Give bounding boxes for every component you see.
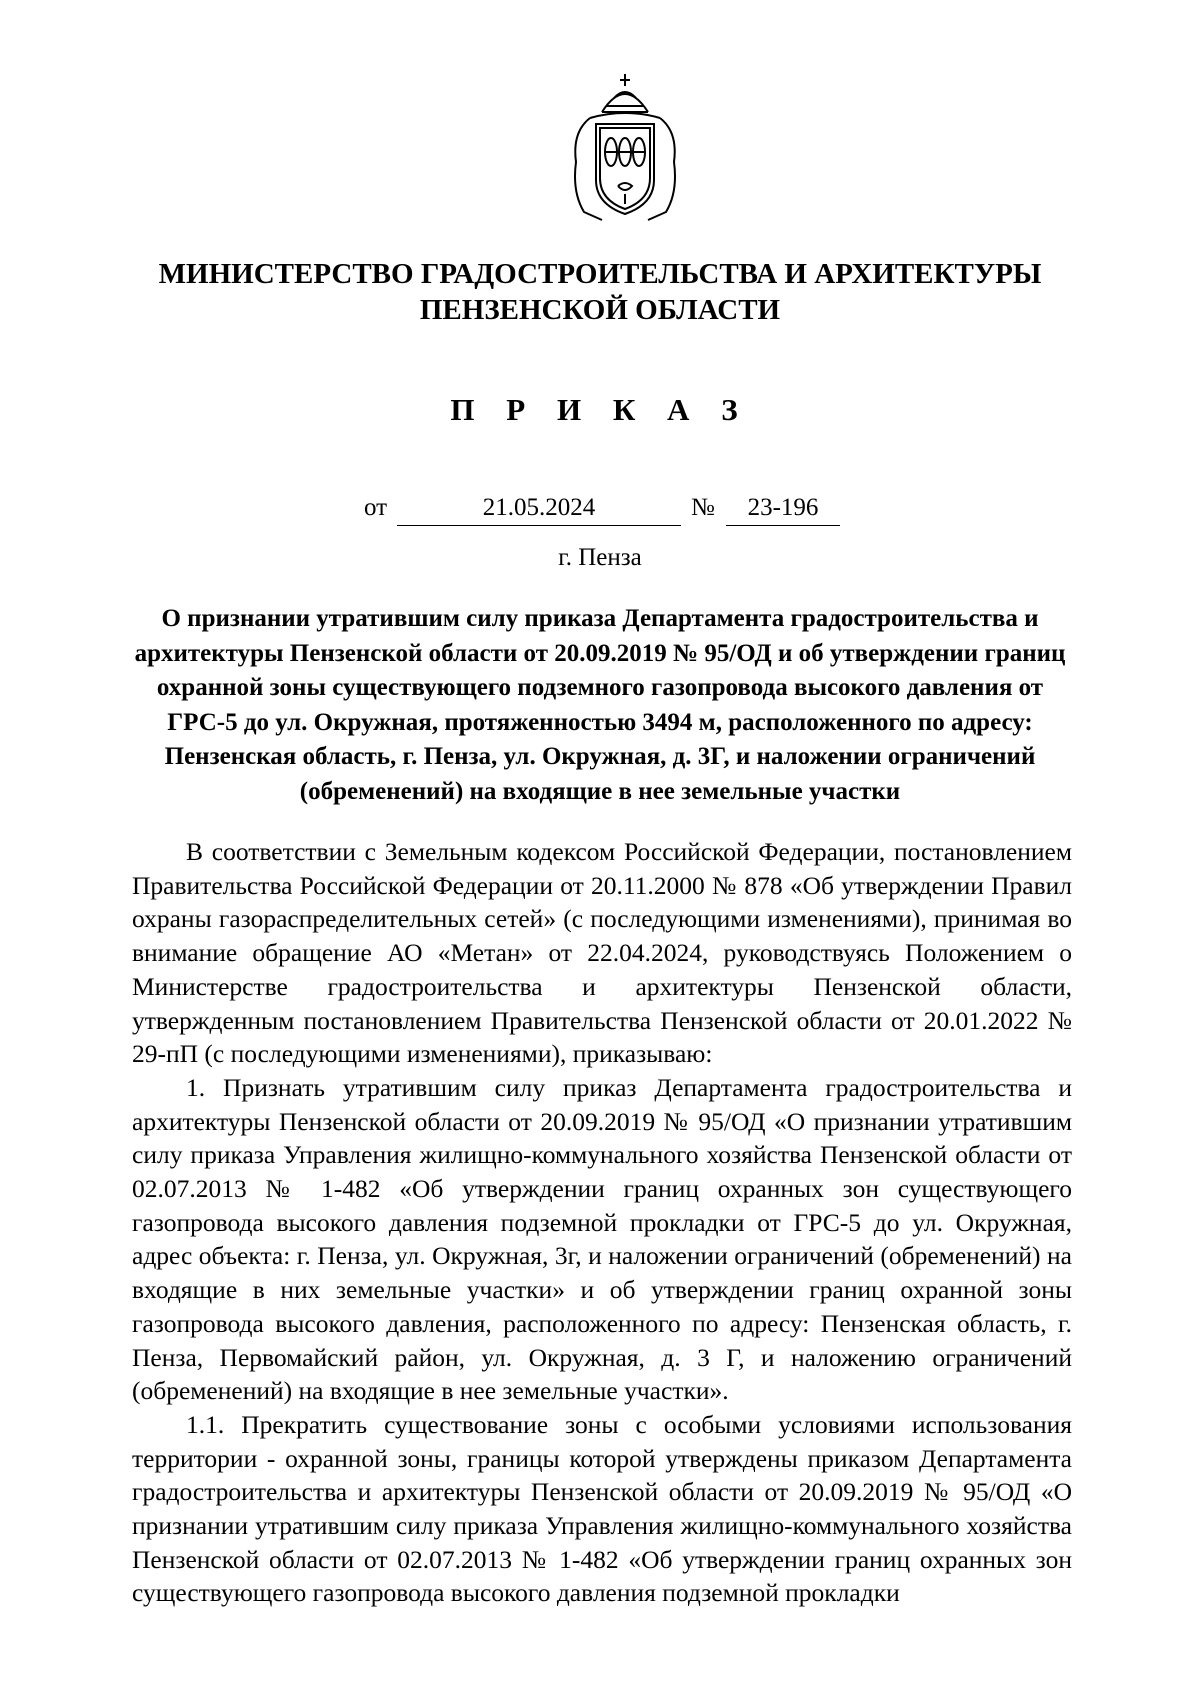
document-subject: О признании утратившим силу приказа Департамента градостроительства и архитектуры Пензенской области от 20.09.2019 № 95/ОД и об утверждении границ охранной зоны существующего подземного газопровода высокого давления от ГРС-5 до ул. Окружная, протяженностью 3494 м, расположенного по адресу: Пензенская область, г. Пенза, ул. Окружная, д. 3Г, и наложении ограничений (обременений) на входящие в нее земельные участки [134, 605, 1066, 805]
document-date: 21.05.2024 [397, 492, 681, 526]
ministry-name-line2: ПЕНЗЕНСКОЙ ОБЛАСТИ [419, 294, 781, 326]
ministry-name-line1: МИНИСТЕРСТВО ГРАДОСТРОИТЕЛЬСТВА И АРХИТЕКТУРЫ [158, 258, 1042, 290]
ministry-name [120, 256, 1080, 328]
number-label: № [691, 494, 715, 521]
date-label: от [364, 494, 388, 521]
coat-of-arms-icon [562, 72, 688, 224]
body-paragraph-item-1: 1. Признать утратившим силу приказ Департамента градостроительства и архитектуры Пензенской области от 20.09.2019 № 95/ОД «О признании утратившим силу приказа Управления жилищно-коммунального хозяйства Пензенской области от 02.07.2013 № 1-482 «Об утверждении границ охранных зон существующего газопровода высокого давления подземной прокладки от ГРС-5 до ул. Окружная, адрес объекта: г. Пенза, ул. Окружная, 3г, и наложении ограничений (обременений) на входящие в них земельные участки» и об утверждении границ охранной зоны газопровода высокого давления, расположенного по адресу: Пензенская область, г. Пенза, Первомайский район, ул. Окружная, д. 3 Г, и наложению ограничений (обременений) на входящие в нее земельные участки». [132, 1072, 1072, 1406]
document-type-title: П Р И К А З [450, 392, 750, 427]
city-name: г. Пенза [558, 544, 642, 571]
document-body [132, 835, 1072, 1610]
body-paragraph-item-1-1: 1.1. Прекратить существование зоны с особыми условиями использования территории - охранной зоны, границы которой утверждены приказом Департамента градостроительства и архитектуры Пензенской области от 20.09.2019 № 95/ОД «О признании утратившим силу приказа Управления жилищно-коммунального хозяйства Пензенской области от 02.07.2013 № 1-482 «Об утверждении границ охранных зон существующего газопровода высокого давления подземной прокладки [132, 1409, 1072, 1608]
body-paragraph-preamble: В соответствии с Земельным кодексом Российской Федерации, постановлением Правительства Российской Федерации от 20.11.2000 № 878 «Об утверждении Правил охраны газораспределительных сетей» (с последующими изменениями), принимая во внимание обращение АО «Метан» от 22.04.2024, руководствуясь Положением о Министерстве градостроительства и архитектуры Пензенской области, утвержденным постановлением Правительства Пензенской области от 20.01.2022 № 29-пП (с последующими изменениями), приказываю: [132, 837, 1072, 1069]
document-number: 23-196 [726, 492, 840, 526]
